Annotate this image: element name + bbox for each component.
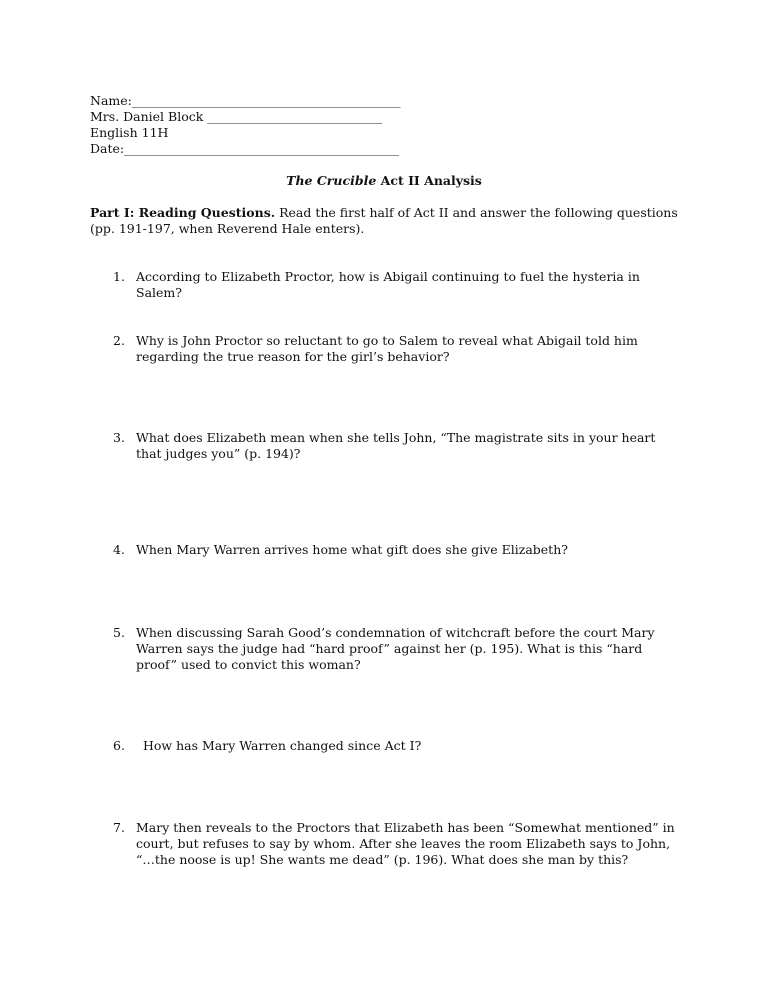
question-number: 5. (113, 625, 125, 640)
question-number: 6. (113, 738, 125, 753)
class-line: English 11H (90, 125, 169, 140)
question-text: Why is John Proctor so reluctant to go to Salem to reveal what Abigail told him regarding the true reason for the girl’s behavior? (136, 333, 638, 364)
title-italic: The Crucible (286, 173, 377, 188)
part-one-instructions (90, 205, 680, 237)
question-7 (113, 820, 683, 868)
question-text: What does Elizabeth mean when she tells John, “The magistrate sits in your heart that judges you” (p. 194)? (136, 430, 656, 461)
name-line: Name:___________________________________________ (90, 93, 401, 108)
question-4 (113, 542, 683, 558)
question-number: 3. (113, 430, 125, 445)
question-text: When Mary Warren arrives home what gift does she give Elizabeth? (136, 542, 568, 557)
question-text: How has Mary Warren changed since Act I? (143, 738, 422, 753)
question-6 (113, 738, 683, 754)
question-text: According to Elizabeth Proctor, how is Abigail continuing to fuel the hysteria in Salem? (136, 269, 640, 300)
question-5 (113, 625, 683, 673)
title-rest: Act II Analysis (376, 173, 482, 188)
question-number: 7. (113, 820, 125, 835)
part-heading: Part I: Reading Questions. (90, 205, 276, 220)
page-title (0, 173, 768, 189)
question-number: 2. (113, 333, 125, 348)
question-text: Mary then reveals to the Proctors that Elizabeth has been “Somewhat mentioned” in court, but refuses to say by whom. After she leaves the room Elizabeth says to John, “…the noose is up! She wants me dead” (p. 196). What does she man by this? (136, 820, 675, 867)
teacher-line: Mrs. Daniel Block ____________________________ (90, 109, 383, 124)
question-2 (113, 333, 683, 365)
student-info-header (90, 93, 410, 157)
question-number: 4. (113, 542, 125, 557)
question-3 (113, 430, 683, 462)
question-number: 1. (113, 269, 125, 284)
question-text: When discussing Sarah Good’s condemnation of witchcraft before the court Mary Warren says the judge had “hard proof” against her (p. 195). What is this “hard proof” used to convict this woman? (136, 625, 655, 672)
instructions-text: Read the first half of Act II and answer the following questions (pp. 191-197, when Reverend Hale enters). (90, 205, 678, 236)
date-line: Date:____________________________________________ (90, 141, 400, 156)
question-1 (113, 269, 683, 301)
